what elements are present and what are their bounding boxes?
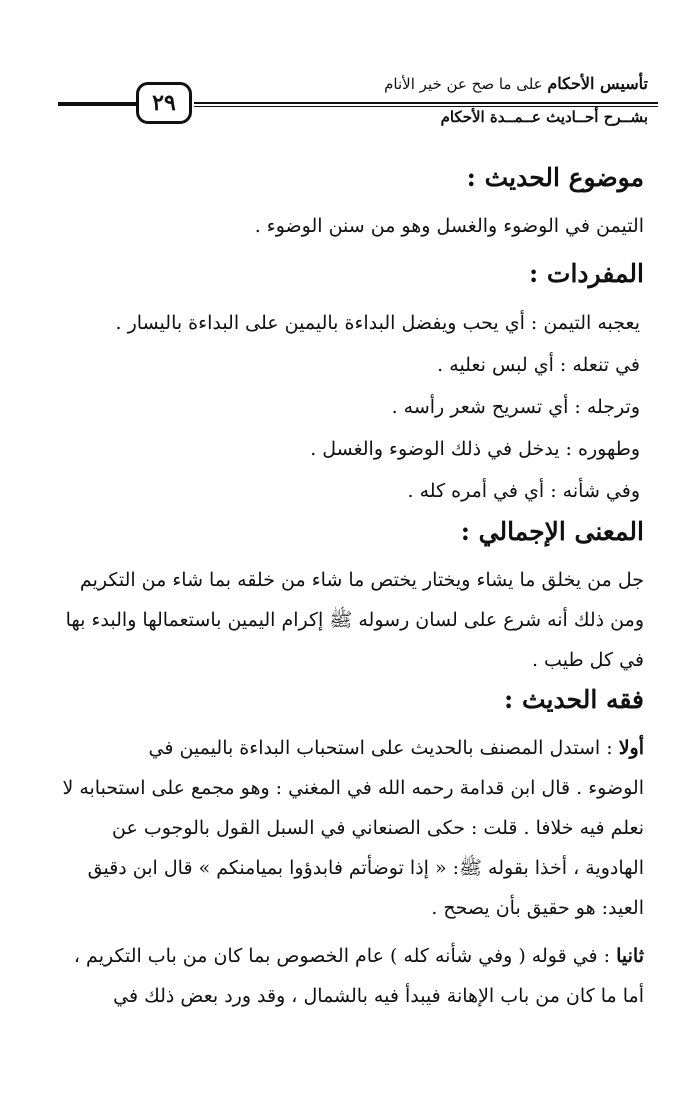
fiqh-first-label: أولا xyxy=(618,737,644,759)
fiqh-first-line xyxy=(52,728,644,768)
page-body xyxy=(52,158,644,1016)
header-rule-right-thin xyxy=(194,106,658,107)
book-title-bold: تأسيس الأحكام xyxy=(547,74,648,93)
header-rule-right xyxy=(194,102,658,104)
topic-heading: موضوع الحديث : xyxy=(466,163,644,192)
vocab-heading: المفردات : xyxy=(528,259,644,288)
general-meaning-line: ومن ذلك أنه شرع على لسان رسوله ﷺ إكرام اليمين باستعمالها والبدء بها xyxy=(65,609,644,631)
general-meaning-line: جل من يخلق ما يشاء ويختار يختص ما شاء من خلقه بما شاء من التكريم xyxy=(79,569,644,591)
fiqh-second-line xyxy=(52,936,644,976)
fiqh-heading: فقه الحديث : xyxy=(504,685,644,714)
fiqh-second-text: : في قوله ( وفي شأنه كله ) عام الخصوص بما كان من باب التكريم ، xyxy=(73,945,617,967)
fiqh-first-line: الهادوية ، أخذا بقوله ﷺ: « إذا توضأتم فابدؤوا بميامنكم » قال ابن دقيق xyxy=(87,857,644,879)
fiqh-second-line: أما ما كان من باب الإهانة فيبدأ فيه بالشمال ، وقد ورد بعض ذلك في xyxy=(113,985,644,1007)
book-title xyxy=(384,74,648,93)
book-title-rest: على ما صح عن خير الأنام xyxy=(384,75,548,93)
fiqh-second-label: ثانيا xyxy=(616,945,644,967)
general-meaning-heading: المعنى الإجمالي : xyxy=(460,517,644,546)
fiqh-first-line: نعلم فيه خلافا . قلت : حكى الصنعاني في السبل القول بالوجوب عن xyxy=(111,817,644,839)
vocab-item: في تنعله : أي لبس نعليه . xyxy=(437,354,640,376)
fiqh-first-line: العيد: هو حقيق بأن يصحح . xyxy=(431,897,644,919)
page-number: ٢٩ xyxy=(136,82,192,124)
general-meaning-line: في كل طيب . xyxy=(531,649,644,671)
page-header xyxy=(58,70,658,140)
vocab-item: وترجله : أي تسريح شعر رأسه . xyxy=(391,396,640,418)
book-subtitle: بشــرح أحــاديث عــمــدة الأحكام xyxy=(440,108,648,126)
fiqh-first-line: الوضوء . قال ابن قدامة رحمه الله في المغني : وهو مجمع على استحبابه لا xyxy=(62,777,644,799)
vocab-item: وطهوره : يدخل في ذلك الوضوء والغسل . xyxy=(310,438,640,460)
vocab-item: وفي شأنه : أي في أمره كله . xyxy=(407,480,640,502)
fiqh-first-text: : استدل المصنف بالحديث على استحباب البداءة باليمين في xyxy=(148,737,619,759)
header-rule-left xyxy=(58,102,136,106)
topic-text: التيمن في الوضوء والغسل وهو من سنن الوضوء . xyxy=(254,215,644,237)
vocab-item: يعجبه التيمن : أي يحب ويفضل البداءة باليمين على البداءة باليسار . xyxy=(115,312,640,334)
